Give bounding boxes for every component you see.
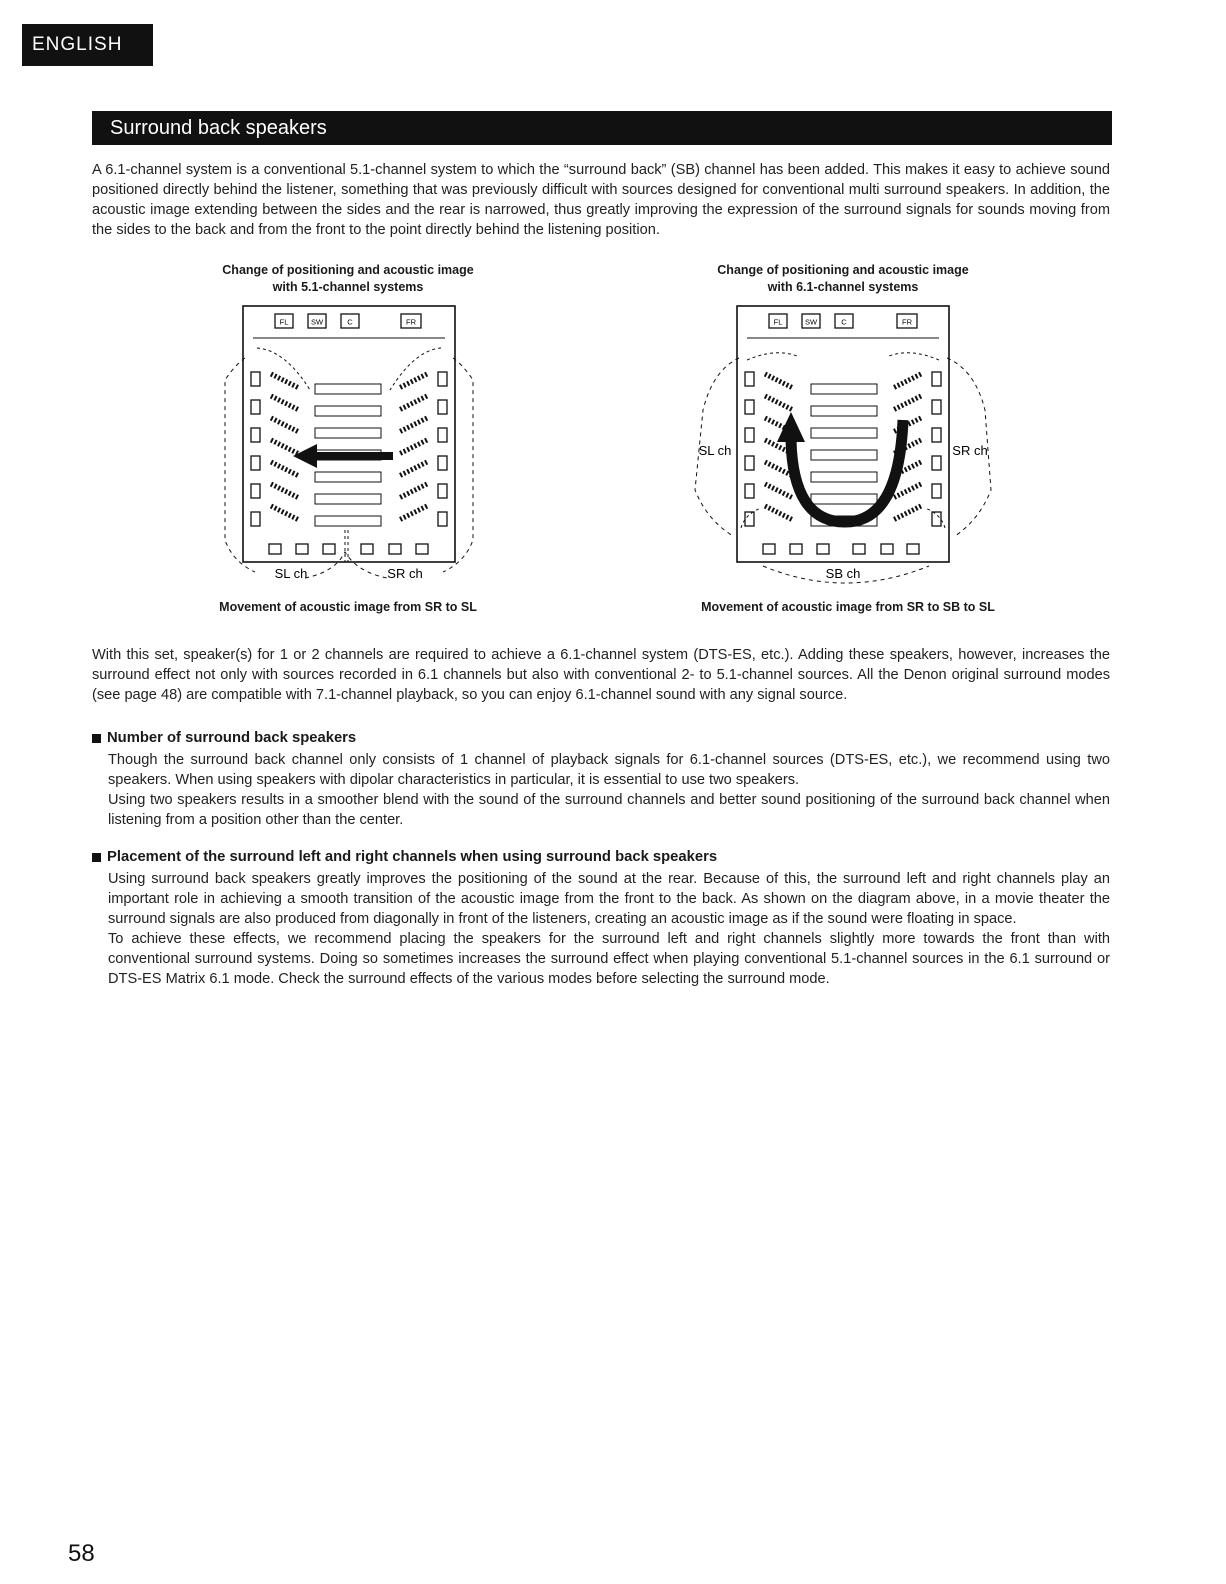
placement-body: Using surround back speakers greatly improves the positioning of the sound at the rear. Because of this, the surround left and right channels play an important role in achieving a smooth transition of the acoustic image from the front to the back. As shown on the diagram above, in a movie theater the surround signals are also produced from diagonally in front of the listeners, creating an acoustic image as if the sound were floating in space. To achieve these effects, we recommend placing the speakers for the surround left and right channels slightly more towards the front than with conventional surround systems. Doing so sometimes increases the surround effect when playing conventional 5.1-channel sources in the 6.1 surround or DTS-ES Matrix 6.1 mode. Check the surround effects of the various modes before selecting the surround mode. [108,871,1110,987]
bullet-square-icon [92,853,101,862]
placement-heading-text: Placement of the surround left and right channels when using surround back speakers [107,849,718,865]
label-sl-ch: SL ch [274,566,308,581]
side-speakers [251,372,447,526]
number-heading [92,730,356,746]
sr-beam [390,348,441,390]
label-sr-ch: SR ch [387,566,423,581]
set-paragraph: With this set, speaker(s) for 1 or 2 channels are required to achieve a 6.1-channel system (DTS-ES, etc.). Adding these speakers, however, increases the surround effect not only with sources recorded in 6.1 channels but also with conventional 2- to 5.1-channel sources. All the Denon original surround modes (see page 48) are compatible with 7.1-channel playback, so you can enjoy 6.1-channel sound with any signal source. [92,647,1110,703]
label-sl-ch: SL ch [698,443,732,458]
rear-dispersion [305,552,387,578]
speaker-c-label: C [841,317,847,327]
bullet-square-icon [92,734,101,743]
section-title: Surround back speakers [92,111,1112,145]
speaker-fl-label: FL [279,317,289,327]
speaker-sw-label: SW [310,317,324,327]
side-speakers [745,372,941,526]
figure-right-title-line2: with 6.1-channel systems [767,280,919,294]
room-outline [243,306,455,562]
placement-heading [92,849,717,865]
number-heading-text: Number of surround back speakers [107,730,357,746]
figure-left-title [190,262,506,296]
theater-diagram-6-1 [685,300,1005,592]
speaker-fr-label: FR [406,317,416,327]
speaker-c-label: C [347,317,353,327]
center-line [345,530,348,562]
label-sr-ch: SR ch [952,443,988,458]
language-tab: ENGLISH [22,24,153,66]
theater-diagram-5-1 [205,300,485,592]
rear-speakers [763,544,919,554]
figure-left-title-line1: Change of positioning and acoustic image [222,263,474,277]
figure-left-caption: Movement of acoustic image from SR to SL [219,600,477,614]
sl-beam [257,348,310,390]
figure-right-caption: Movement of acoustic image from SR to SB to SL [701,600,995,614]
number-body: Though the surround back channel only consists of 1 channel of playback signals for 6.1-channel sources (DTS-ES, etc.), we recommend using two speakers. When using speakers with dipolar characteristics in particular, it is essential to use two speakers. Using two speakers results in a smoother blend with the sound of the surround channels and better sound positioning of the surround back channel when listening from a position other than the center. [108,752,1110,828]
figure-right-title [685,262,1001,296]
figure-right-title-line1: Change of positioning and acoustic image [717,263,969,277]
front-speakers [275,314,421,328]
page-number: 58 [68,1540,95,1567]
figure-left-title-line2: with 5.1-channel systems [272,280,424,294]
speaker-fl-label: FL [773,317,783,327]
movement-arrow [293,444,393,468]
front-beams [747,353,939,360]
label-sb-ch: SB ch [825,566,861,581]
speaker-fr-label: FR [902,317,912,327]
speaker-sw-label: SW [804,317,818,327]
front-speakers [769,314,917,328]
intro-paragraph: A 6.1-channel system is a conventional 5.1-channel system to which the “surround back” (SB) channel has been added. This makes it easy to achieve sound positioned directly behind the listener, something that was previously difficult with sources designed for conventional multi surround speakers. In addition, the acoustic image extending between the sides and the rear is narrowed, thus greatly improving the expression of the surround signals for sounds moving from the sides to the back and from the front to the point directly behind the listening position. [92,162,1110,238]
seat-rows [271,374,427,526]
